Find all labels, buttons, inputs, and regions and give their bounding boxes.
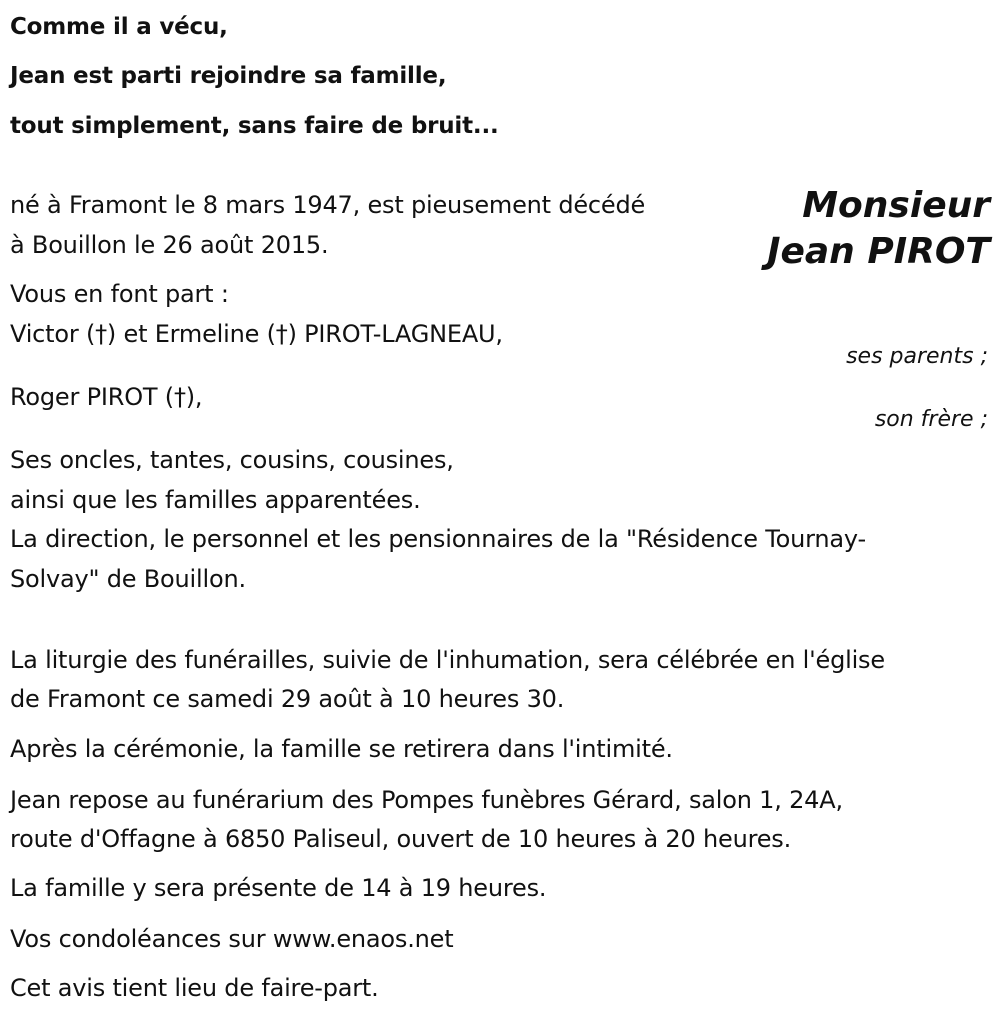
ceremony-line-4: Jean repose au funérarium des Pompes funèbres Gérard, salon 1, 24A, [10, 786, 843, 814]
brother-relation: son frère ; [874, 407, 988, 432]
notice-line: Cet avis tient lieu de faire-part. [10, 974, 379, 1002]
birth-death-line-2: à Bouillon le 26 août 2015. [10, 231, 329, 259]
condolences-line: Vos condoléances sur www.enaos.net [10, 925, 454, 953]
heading-line-3: tout simplement, sans faire de bruit... [10, 113, 499, 139]
heading-line-2: Jean est parti rejoindre sa famille, [10, 63, 447, 89]
ceremony-line-6: La famille y sera présente de 14 à 19 heures. [10, 874, 547, 902]
ceremony-line-5: route d'Offagne à 6850 Paliseul, ouvert de 10 heures à 20 heures. [10, 825, 792, 853]
ceremony-line-3: Après la cérémonie, la famille se retirera dans l'intimité. [10, 735, 673, 763]
heading-line-1: Comme il a vécu, [10, 14, 228, 40]
parents-relation: ses parents ; [846, 344, 988, 369]
birth-death-line-1: né à Framont le 8 mars 1947, est pieusement décédé [10, 191, 646, 219]
family-line-1: Ses oncles, tantes, cousins, cousines, [10, 446, 454, 474]
family-line-2: ainsi que les familles apparentées. [10, 486, 421, 514]
family-line-3: La direction, le personnel et les pensionnaires de la "Résidence Tournay- [10, 525, 866, 553]
ceremony-line-1: La liturgie des funérailles, suivie de l'inhumation, sera célébrée en l'église [10, 646, 885, 674]
family-line-4: Solvay" de Bouillon. [10, 565, 246, 593]
announce-intro: Vous en font part : [10, 280, 229, 308]
parents-names: Victor (†) et Ermeline (†) PIROT-LAGNEAU, [10, 320, 503, 348]
brother-names: Roger PIROT (†), [10, 383, 203, 411]
deceased-name: Jean PIROT [767, 231, 990, 272]
ceremony-line-2: de Framont ce samedi 29 août à 10 heures 30. [10, 685, 565, 713]
deceased-title: Monsieur [802, 185, 990, 226]
